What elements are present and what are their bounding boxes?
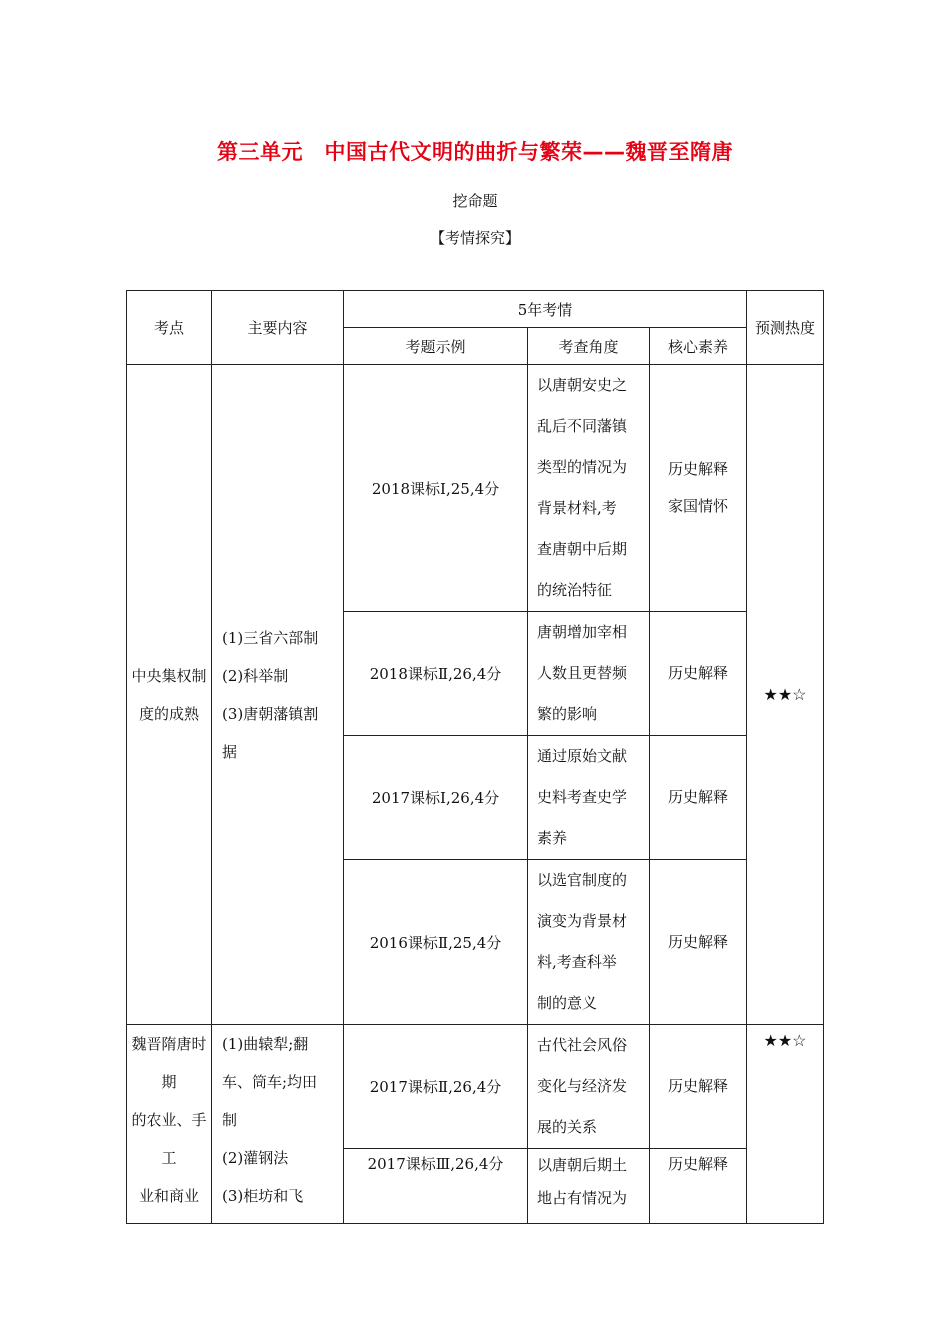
topic-line: 工 [161,1149,177,1167]
angle-line: 人数且更替频 [537,664,628,682]
content-line: (1)曲辕犁;翻 [222,1035,309,1053]
subtitle: 挖命题 [452,192,498,210]
core-line: 历史解释 [667,1077,728,1095]
topic-line: 的农业、手 [131,1111,207,1129]
core-line: 历史解释 [667,1155,728,1173]
core-cell [650,365,747,612]
content-cell [212,365,344,1025]
section-heading: 【考情探究】 [429,229,520,247]
core-cell [650,1025,747,1149]
topic-line: 中央集权制 [131,666,207,685]
topic-line: 业和商业 [138,1187,199,1205]
header-heat: 预测热度 [747,291,824,365]
angle-cell [528,736,650,860]
example-cell: 2018课标Ⅰ,25,4分 [344,365,528,612]
example-cell: 2017课标Ⅱ,26,4分 [344,1025,528,1149]
topic-line: 魏晋隋唐时 [131,1035,207,1053]
exam-analysis-table [126,290,824,1224]
content-line: (3)柜坊和飞 [222,1187,304,1205]
topic-line: 期 [161,1073,177,1091]
example-cell: 2018课标Ⅱ,26,4分 [344,612,528,736]
core-line: 历史解释 [667,932,728,951]
angle-line: 乱后不同藩镇 [537,417,628,435]
angle-line: 制的意义 [537,994,598,1012]
angle-line: 古代社会风俗 [537,1036,628,1054]
angle-line: 类型的情况为 [537,458,628,476]
topic-cell [127,1025,212,1224]
core-cell [650,736,747,860]
angle-line: 料,考查科举 [537,953,617,971]
angle-cell [528,612,650,736]
angle-line: 地占有情况为 [537,1189,628,1207]
header-angle: 考查角度 [528,328,650,365]
angle-cell [528,860,650,1025]
core-cell [650,860,747,1025]
angle-line: 以唐朝安史之 [537,376,628,394]
table-row [127,365,824,612]
page-title: 第三单元 中国古代文明的曲折与繁荣——魏晋至隋唐 [217,140,733,164]
angle-line: 素养 [537,829,568,847]
angle-line: 以唐朝后期土 [537,1156,628,1174]
angle-line: 以选官制度的 [537,871,628,889]
core-cell [650,1149,747,1224]
example-text: 2017课标Ⅲ,26,4分 [367,1155,504,1173]
content-line: (2)科举制 [222,666,289,685]
content-line: 车、筒车;均田 [222,1073,318,1091]
example-cell: 2016课标Ⅱ,25,4分 [344,860,528,1025]
topic-line: 度的成熟 [138,704,199,723]
heat-rating: ★★☆ [747,1025,824,1224]
heat-rating: ★★☆ [747,365,824,1025]
angle-line: 变化与经济发 [537,1077,628,1095]
example-cell [344,1149,528,1224]
header-core: 核心素养 [650,328,747,365]
angle-line: 背景材料,考 [537,499,617,517]
angle-cell [528,365,650,612]
angle-line: 繁的影响 [537,705,598,723]
content-line: 制 [222,1111,238,1129]
content-line: (3)唐朝藩镇割 [222,704,319,723]
header-topic: 考点 [127,291,212,365]
topic-cell [127,365,212,1025]
header-example: 考题示例 [344,328,528,365]
angle-line: 演变为背景材 [537,912,628,930]
header-row-1 [127,291,824,328]
content-line: (1)三省六部制 [222,628,319,647]
core-line: 家国情怀 [667,497,728,515]
angle-cell [528,1025,650,1149]
angle-line: 的统治特征 [537,581,613,599]
example-cell: 2017课标Ⅰ,26,4分 [344,736,528,860]
angle-line: 通过原始文献 [537,747,628,765]
core-line: 历史解释 [667,788,728,806]
header-content: 主要内容 [212,291,344,365]
angle-line: 查唐朝中后期 [537,540,628,558]
angle-cell [528,1149,650,1224]
header-five-years: 5年考情 [344,291,747,328]
angle-line: 展的关系 [537,1118,598,1136]
angle-line: 唐朝增加宰相 [537,623,628,641]
core-line: 历史解释 [667,664,728,682]
content-line: 据 [222,742,238,761]
core-cell [650,612,747,736]
core-line: 历史解释 [667,460,728,478]
angle-line: 史料考查史学 [537,788,628,806]
table-row [127,1025,824,1149]
content-cell [212,1025,344,1224]
content-line: (2)灌钢法 [222,1149,289,1167]
